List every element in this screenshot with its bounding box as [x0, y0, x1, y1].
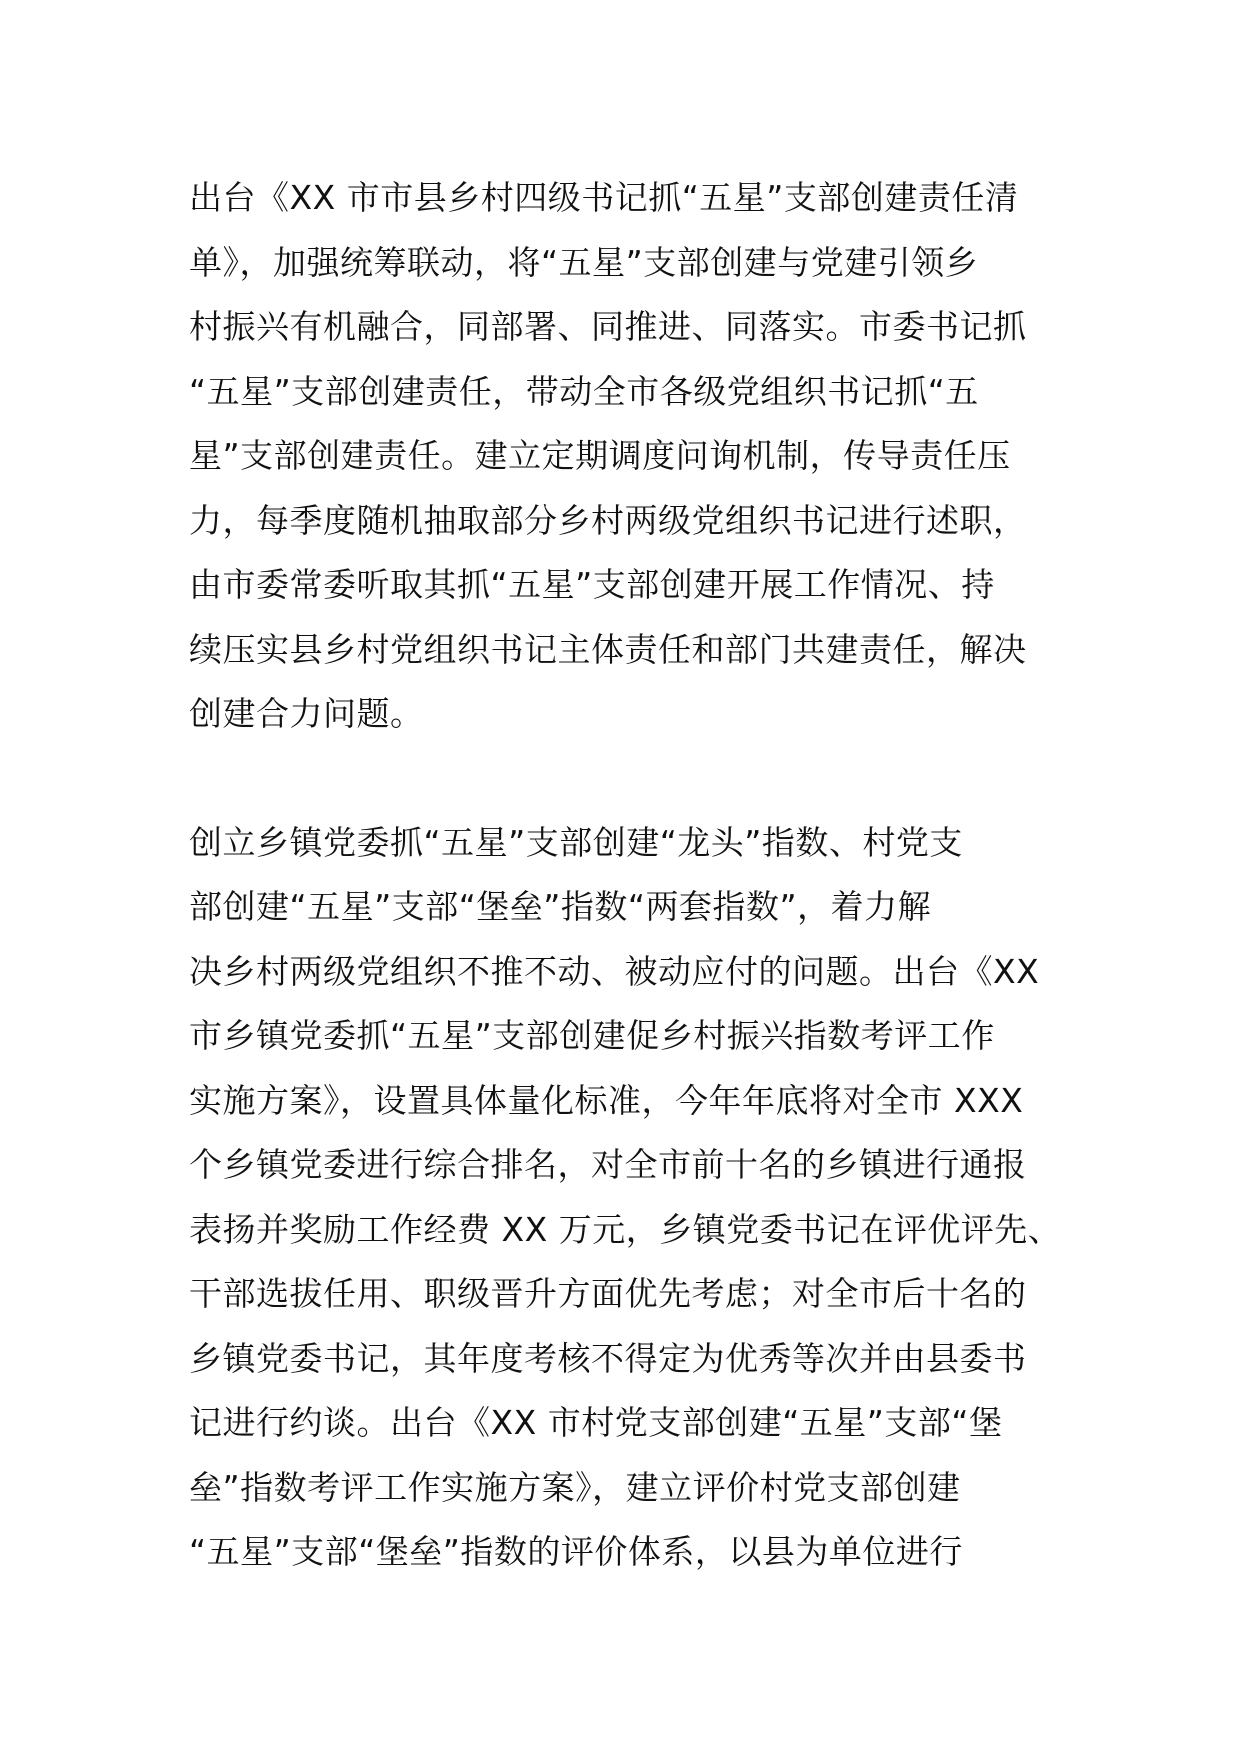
- text-line: 实施方案》，设置具体量化标准，今年年底将对全市 XXX: [189, 1080, 1024, 1120]
- text-line: 部创建“五星”支部“堡垒”指数“两套指数”，着力解: [189, 887, 932, 926]
- text-line: 决乡村两级党组织不推不动、被动应付的问题。出台《XX: [189, 951, 1040, 991]
- paragraph-1: [189, 166, 1059, 747]
- text-line: 干部选拔任用、职级晋升方面优先考虑；对全市后十名的: [189, 1274, 1027, 1313]
- text-line: 创立乡镇党委抓“五星”支部创建“龙头”指数、村党支: [189, 822, 963, 862]
- text-line: 个乡镇党委进行综合排名，对全市前十名的乡镇进行通报: [189, 1145, 1027, 1184]
- paragraph-spacer: [189, 747, 1059, 811]
- text-line: 乡镇党委书记，其年度考核不得定为优秀等次并由县委书: [189, 1338, 1027, 1378]
- document-body: [189, 166, 1062, 1585]
- text-line: 表扬并奖励工作经费 XX 万元，乡镇党委书记在评优评先、: [189, 1209, 1062, 1249]
- text-line: 村振兴有机融合，同部署、同推进、同落实。市委书记抓: [189, 307, 1027, 346]
- text-line: 星”支部创建责任。建立定期调度问询机制，传导责任压: [189, 436, 1011, 475]
- text-line: “五星”支部创建责任，带动全市各级党组织书记抓“五: [189, 371, 979, 411]
- text-line: 创建合力问题。: [189, 694, 424, 733]
- text-line: 续压实县乡村党组织书记主体责任和部门共建责任，解决: [189, 629, 1027, 669]
- text-line: 单》，加强统筹联动，将“五星”支部创建与党建引领乡: [189, 242, 979, 282]
- text-line: “五星”支部“堡垒”指数的评价体系，以县为单位进行: [189, 1532, 963, 1571]
- paragraph-2: [189, 811, 1062, 1585]
- text-line: 由市委常委听取其抓“五星”支部创建开展工作情况、持: [189, 565, 995, 604]
- text-line: 出台《XX 市市县乡村四级书记抓“五星”支部创建责任清: [189, 178, 1019, 217]
- text-line: 力，每季度随机抽取部分乡村两级党组织书记进行述职，: [189, 500, 1027, 540]
- text-line: 记进行约谈。出台《XX 市村党支部创建“五星”支部“堡: [189, 1403, 1003, 1442]
- text-line: 垒”指数考评工作实施方案》，建立评价村党支部创建: [189, 1467, 961, 1507]
- text-line: 市乡镇党委抓“五星”支部创建促乡村振兴指数考评工作: [189, 1016, 995, 1055]
